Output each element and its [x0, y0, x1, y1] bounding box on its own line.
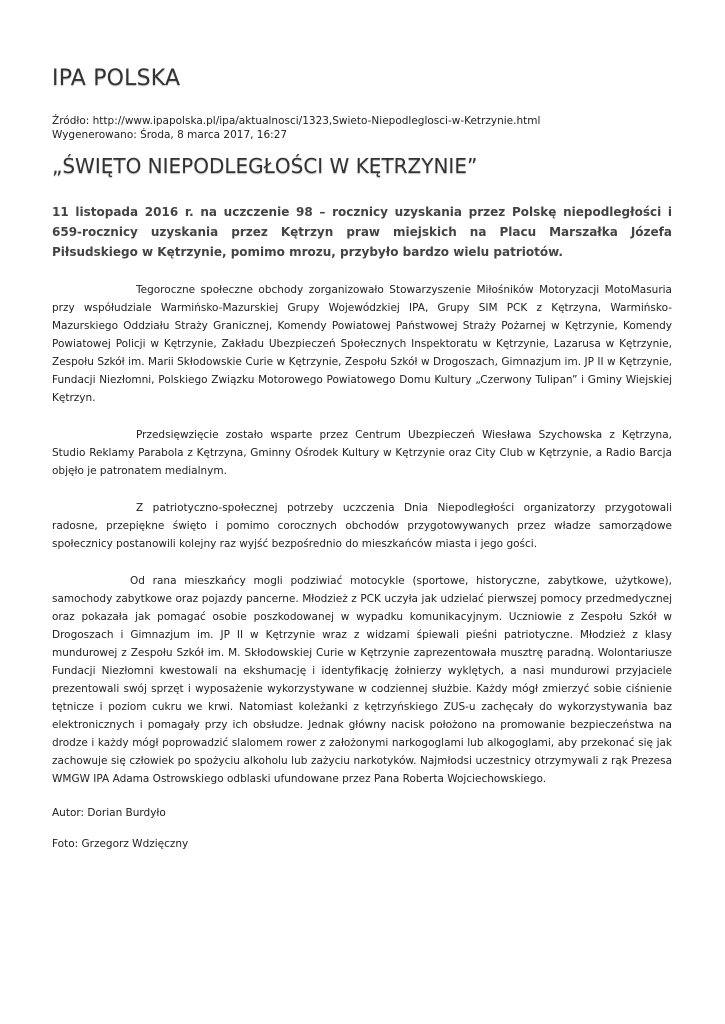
document-page: [52, 64, 672, 852]
article-lead: 11 listopada 2016 r. na uczczenie 98 – rocznicy uzyskania przez Polskę niepodległości i 659-rocznicy uzyskania przez Kętrzyn praw miejskich na Placu Marszałka Józefa Piłsudskiego w Kętrzynie, pomimo mrozu, przybyło bardzo wielu patriotów.: [52, 205, 672, 259]
article-paragraph-2: Przedsięwzięcie zostało wsparte przez Centrum Ubezpieczeń Wiesława Szychowska z Kętrzyna, Studio Reklamy Parabola z Kętrzyna, Gminny Ośrodek Kultury w Kętrzynie oraz City Club w Kętrzynie, a Radio Barcja objęło je patronatem medialnym.: [52, 429, 672, 477]
author-line: Autor: Dorian Burdyło: [52, 807, 166, 819]
article-paragraph-3: Z patriotyczno-społecznej potrzeby uczczenia Dnia Niepodległości organizatorzy przygotowali radosne, przepiękne święto i pomimo corocznych obchodów przygotowywanych przez władze samorządowe społecznicy postanowili kolejny raz wyjść bezpośrednio do mieszkańców miasta i jego gości.: [52, 502, 672, 550]
generated-line: Wygenerowano: Środa, 8 marca 2017, 16:27: [52, 129, 288, 141]
site-title: IPA POLSKA: [52, 66, 181, 91]
article-paragraph-1: Tegoroczne społeczne obchody zorganizowało Stowarzyszenie Miłośników Motoryzacji MotoMasuria przy współudziale Warmińsko-Mazurskiej Grupy Wojewódzkiej IPA, Grupy SIM PCK z Kętrzyna, Warmińsko-Mazurskiego Oddziału Straży Granicznej, Komendy Powiatowej Państwowej Straży Pożarnej w Kętrzynie, Komendy Powiatowej Policji w Kętrzynie, Zakładu Ubezpieczeń Społecznych Inspektoratu w Kętrzynie, Lazarusa w Kętrzynie, Zespołu Szkół im. Marii Skłodowskie Curie w Kętrzynie, Zespołu Szkół w Drogoszach, Gimnazjum im. JP II w Kętrzynie, Fundacji Niezłomni, Polskiego Związku Motorowego Powiatowego Domu Kultury „Czerwony Tulipan” i Gminy Wiejskiej Kętrzyn.: [52, 284, 672, 404]
source-line: Źródło: http://www.ipapolska.pl/ipa/aktualnosci/1323,Swieto-Niepodleglosci-w-Ketrzynie.html: [52, 115, 541, 127]
article-paragraph-4: Od rana mieszkańcy mogli podziwiać motocykle (sportowe, historyczne, zabytkowe, użytkowe), samochody zabytkowe oraz pojazdy pancerne. Młodzież z PCK uczyła jak udzielać pierwszej pomocy przedmedycznej oraz pokazała jak pomagać osobie poszkodowanej w wypadku komunikacyjnym. Uczniowie z Zespołu Szkół w Drogoszach i Gimnazjum im. JP II w Kętrzynie wraz z widzami śpiewali pieśni patriotyczne. Młodzież z klasy mundurowej z Zespołu Szkół im. M. Skłodowskiej Curie w Kętrzynie zaprezentowała musztrę paradną. Wolontariusze Fundacji Niezłomni kwestowali na ekshumację i identyfikację żołnierzy wyklętych, a nasi mundurowi przyjaciele prezentowali swój sprzęt i wyposażenie wykorzystywane w codziennej służbie. Każdy mógł zmierzyć sobie ciśnienie tętnicze i poziom cukru we krwi. Natomiast koleżanki z kętrzyńskiego ZUS-u zachęcały do wykorzystywania baz elektronicznych i pomagały przy ich obsłudze. Jednak główny nacisk położono na promowanie bezpieczeństwa na drodze i każdy mógł poprowadzić slalomem rower z założonymi narkogoglami lub alkogoglami, aby przekonać się jak zachowuje się człowiek po spożyciu alkoholu lub zażyciu narkotyków. Najmłodsi uczestnicy otrzymywali z rąk Prezesa WMGW IPA Adama Ostrowskiego odblaski ufundowane przez Pana Roberta Wojciechowskiego.: [52, 575, 672, 785]
photo-credit-line: Foto: Grzegorz Wdzięczny: [52, 838, 189, 850]
document-meta: [52, 114, 672, 142]
article-title: „ŚWIĘTO NIEPODLEGŁOŚCI W KĘTRZYNIE”: [52, 154, 478, 178]
